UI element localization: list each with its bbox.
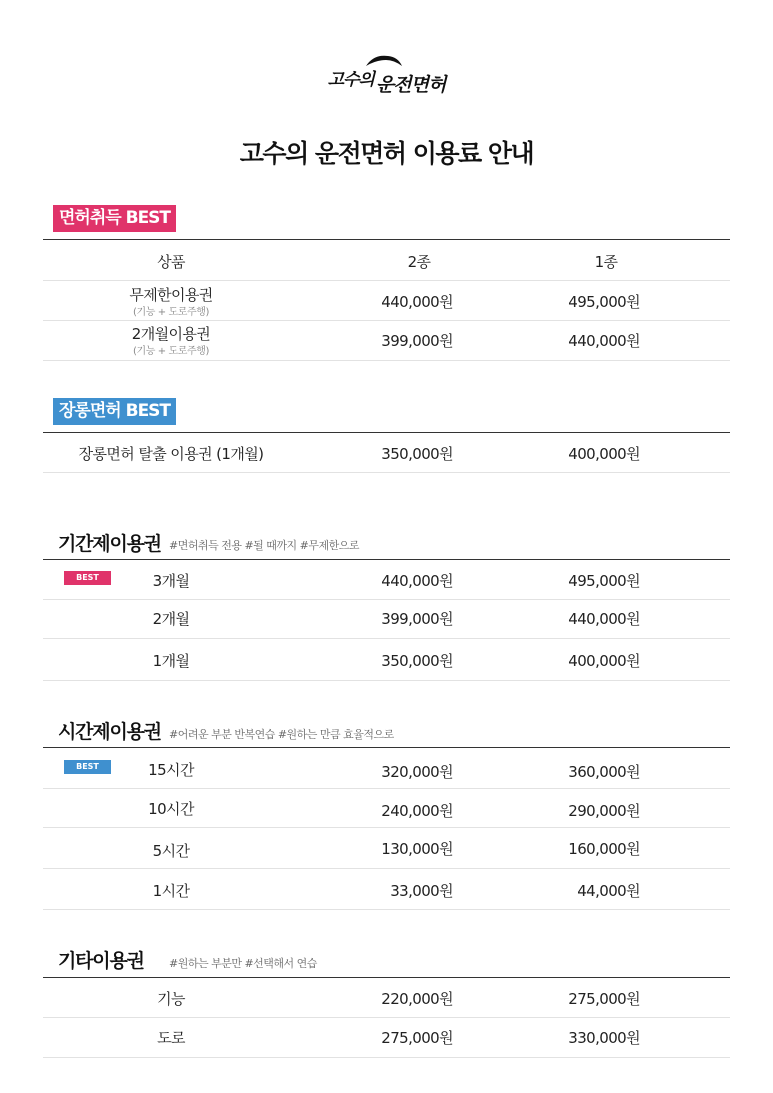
price-class1: 495,000원 (568, 572, 640, 590)
brand-logo (0, 60, 773, 96)
divider (43, 360, 730, 361)
product-name: 3개월 (152, 572, 190, 590)
logo-text-line2: 운전면허 (375, 74, 446, 96)
divider (43, 638, 730, 639)
product-subtitle: (기능 + 도로주행) (132, 307, 210, 318)
price-class2: 399,000원 (381, 610, 453, 628)
price-class2: 350,000원 (381, 445, 453, 463)
section-title-hourly: 시간제이용권 (58, 721, 161, 743)
price-class2: 440,000원 (381, 572, 453, 590)
column-header-class1: 1종 (594, 253, 618, 271)
logo-text-line1: 고수의 (327, 70, 374, 90)
product-name: 5시간 (152, 842, 190, 860)
price-class2: 440,000원 (381, 293, 453, 311)
price-class1: 495,000원 (568, 293, 640, 311)
column-header-class2: 2종 (407, 253, 431, 271)
price-class2: 33,000원 (390, 882, 453, 900)
price-class1: 400,000원 (568, 652, 640, 670)
price-class2: 130,000원 (381, 840, 453, 858)
page-title: 고수의 운전면허 이용료 안내 (239, 139, 534, 168)
price-class2: 350,000원 (381, 652, 453, 670)
price-class2: 275,000원 (381, 1029, 453, 1047)
divider (43, 559, 730, 560)
product-name: 1시간 (152, 882, 190, 900)
divider (43, 977, 730, 978)
section-tags-other: #원하는 부분만 #선택해서 연습 (169, 957, 317, 970)
product-name: 기능 (157, 990, 185, 1008)
price-class2: 399,000원 (381, 332, 453, 350)
price-class1: 330,000원 (568, 1029, 640, 1047)
logo-swoosh-icon (364, 54, 404, 68)
product-name: 무제한이용권 (129, 286, 213, 304)
product-name: 2개월 (152, 610, 190, 628)
price-class1: 44,000원 (577, 882, 640, 900)
price-class1: 290,000원 (568, 802, 640, 820)
section-tags-hourly: #어려운 부분 반복연습 #원하는 만큼 효율적으로 (169, 728, 394, 741)
best-badge: BEST (64, 760, 111, 774)
divider (43, 472, 730, 473)
product-name: 1개월 (152, 652, 190, 670)
price-class1: 440,000원 (568, 332, 640, 350)
product-name: 10시간 (148, 800, 194, 818)
divider (43, 680, 730, 681)
best-badge: BEST (64, 571, 111, 585)
product-name: 도로 (157, 1029, 185, 1047)
price-class1: 400,000원 (568, 445, 640, 463)
divider (43, 1057, 730, 1058)
divider (43, 868, 730, 869)
product-name: 장롱면허 탈출 이용권 (1개월) (78, 445, 264, 463)
product-subtitle: (기능 + 도로주행) (132, 346, 210, 357)
divider (43, 599, 730, 600)
section-title-period: 기간제이용권 (58, 533, 161, 555)
price-class1: 160,000원 (568, 840, 640, 858)
price-class1: 275,000원 (568, 990, 640, 1008)
column-header-product: 상품 (157, 253, 185, 271)
price-class2: 240,000원 (381, 802, 453, 820)
divider (43, 432, 730, 433)
divider (43, 909, 730, 910)
price-class1: 360,000원 (568, 763, 640, 781)
divider (43, 1017, 730, 1018)
divider (43, 320, 730, 321)
section-label-dormant: 장롱면허 BEST (53, 398, 176, 425)
divider (43, 788, 730, 789)
divider (43, 239, 730, 240)
divider (43, 747, 730, 748)
price-class2: 220,000원 (381, 990, 453, 1008)
price-class2: 320,000원 (381, 763, 453, 781)
price-class1: 440,000원 (568, 610, 640, 628)
product-name: 15시간 (148, 761, 194, 779)
divider (43, 827, 730, 828)
divider (43, 280, 730, 281)
section-label-license: 면허취득 BEST (53, 205, 176, 232)
section-tags-period: #면허취득 전용 #될 때까지 #무제한으로 (169, 539, 360, 552)
product-name: 2개월이용권 (131, 325, 211, 343)
section-title-other: 기타이용권 (58, 950, 144, 972)
